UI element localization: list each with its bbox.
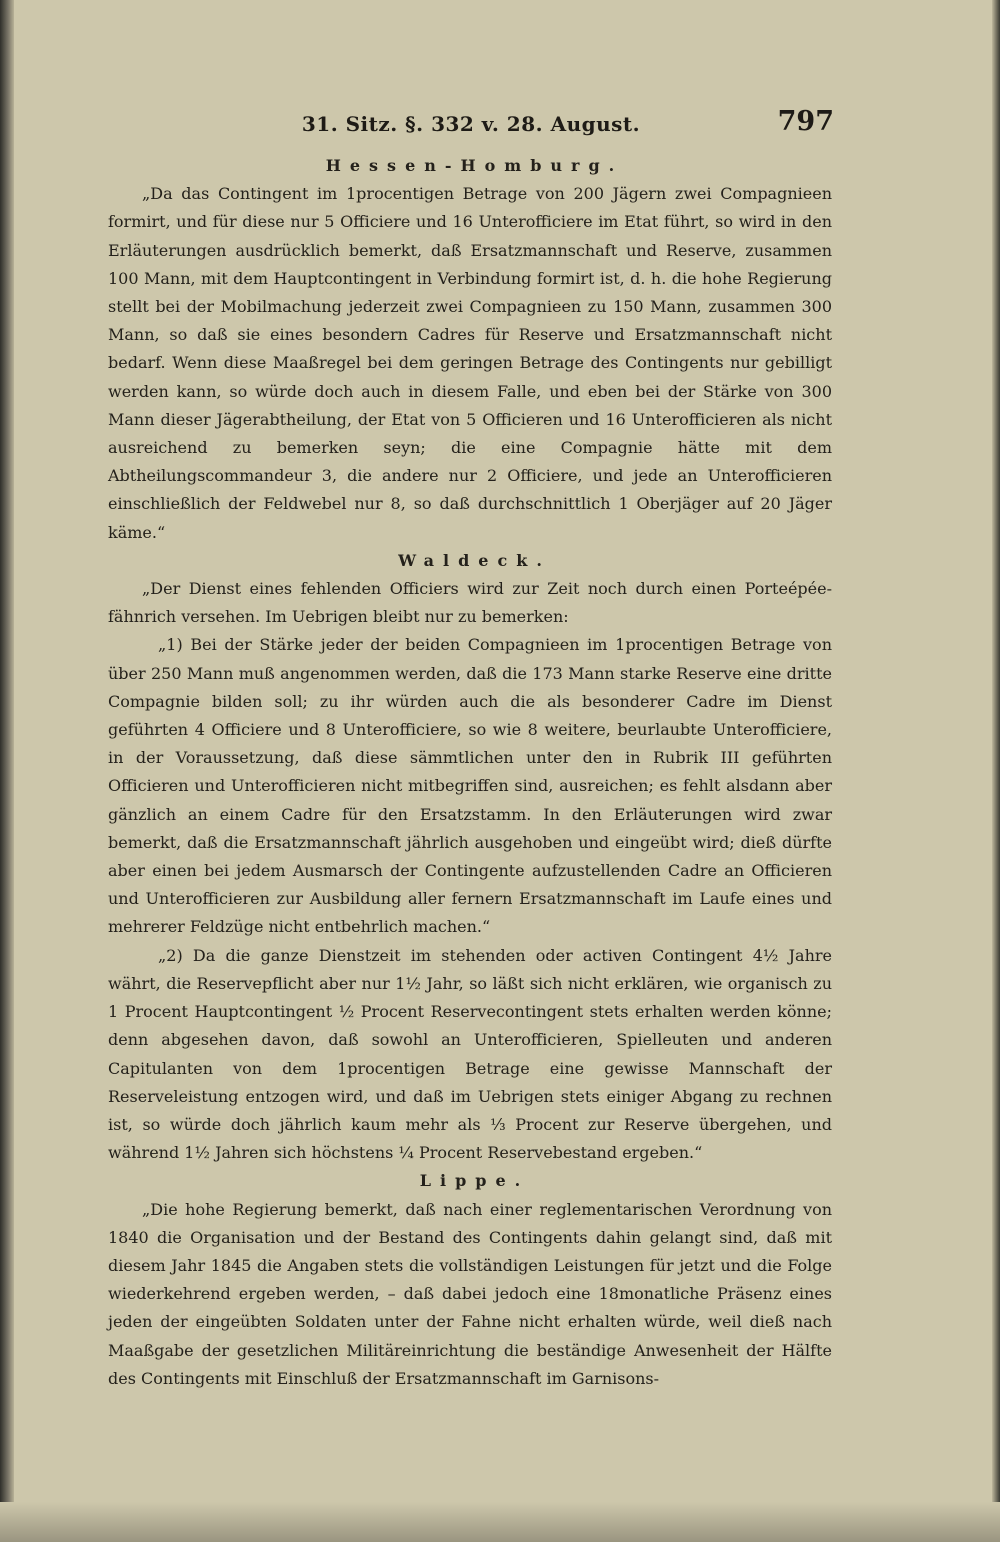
paragraph: „Da das Contingent im 1procentigen Betrage von 200 Jägern zwei Compagnieen formirt, und für diese nur 5 Officiere und 16 Unterofficiere im Etat führt, so wird in den Erläuterungen ausdrücklich bemerkt, daß Ersatzmannschaft und Reserve, zusammen 100 Mann, mit dem Hauptcontingent in Verbindung formirt ist, d. h. die hohe Regierung stellt bei der Mobilmachung jederzeit zwei Compagnieen zu 150 Mann, zusammen 300 Mann, so daß sie eines besondern Cadres für Reserve und Ersatzmannschaft nicht bedarf. Wenn diese Maaßregel bei dem geringen Betrage des Contingents nur gebilligt werden kann, so würde doch auch in diesem Falle, und eben bei der Stärke von 300 Mann dieser Jägerabtheilung, der Etat von 5 Officieren und 16 Unterofficieren als nicht ausreichend zu bemerken seyn; die eine Compagnie hätte mit dem Abtheilungscommandeur 3, die andere nur 2 Officiere, und jede an Unterofficieren einschließlich der Feldwebel nur 8, so daß durchschnittlich 1 Oberjäger auf 20 Jäger käme.“ [108,184,832,542]
page-header [108,104,834,144]
page-bottom-shade [0,1502,1000,1542]
section-waldeck [108,547,832,1167]
section-heading: Waldeck. [398,550,551,570]
paragraph: „Der Dienst eines fehlenden Officiers wird zur Zeit noch durch einen Porteépée-fähnrich versehen. Im Uebrigen bleibt nur zu bemerken: [108,579,832,627]
running-head: 31. Sitz. §. 332 v. 28. August. [301,112,641,136]
section-heading: Hessen-Homburg. [325,156,624,175]
paragraph: „Die hohe Regierung bemerkt, daß nach einer reglementarischen Verordnung von 1840 die Organisation und der Bestand des Contingents dahin gelangt sind, daß mit diesem Jahr 1845 die Angaben stets die vollständigen Leistungen für jetzt und die Folge wiederkehrend ergeben werden, – daß dabei jedoch eine 18monatliche Präsenz eines jeden der eingeübten Soldaten unter der Fahne nicht erhalten würde, weil dieß nach Maaßgabe der gesetzlichen Militäreinrichtung die beständige Anwesenheit der Hälfte des Contingents mit Einschluß der Ersatzmannschaft im Garnisons- [108,1199,832,1388]
page-body [108,152,832,1393]
section-hessen-homburg [108,152,832,547]
section-lippe [108,1167,832,1393]
page-binding-shadow [0,0,14,1542]
paragraph-item-1: „1) Bei der Stärke jeder der beiden Compagnieen im 1procentigen Betrage von über 250 Mann muß angenommen werden, daß die 173 Mann starke Reserve eine dritte Compagnie bilden soll; zu ihr würden auch die als besonderer Cadre im Dienst geführten 4 Officiere und 8 Unterofficiere, so wie 8 weitere, beurlaubte Unterofficiere, in der Voraussetzung, daß diese sämmtlichen unter den in Rubrik III geführten Officieren und Unterofficieren nicht mitbegriffen sind, ausreichen; es fehlt alsdann aber gänzlich an einem Cadre für den Ersatzstamm. In den Erläuterungen wird zwar bemerkt, daß die Ersatzmannschaft jährlich ausgehoben und eingeübt wird; dieß dürfte aber einen bei jedem Ausmarsch der Contingente aufzustellenden Cadre an Officieren und Unterofficieren zur Ausbildung aller fernern Ersatzmannschaft im Laufe eines und mehrerer Feldzüge nicht entbehrlich machen.“ [108,635,832,937]
paragraph-item-2: „2) Da die ganze Dienstzeit im stehenden oder activen Contingent 4½ Jahre währt, die Reservepflicht aber nur 1½ Jahr, so läßt sich nicht erklären, wie organisch zu 1 Procent Hauptcontingent ½ Procent Reservecontingent stets erhalten werden könne; denn abgesehen davon, daß sowohl an Unterofficieren, Spielleuten und anderen Capitulanten von dem 1procentigen Betrage eine gewisse Mannschaft der Reserveleistung entzogen wird, und daß im Uebrigen stets einiger Abgang zu rechnen ist, so würde doch jährlich kaum mehr als ⅓ Procent zur Reserve übergehen, und während 1½ Jahren sich höchstens ¼ Procent Reservebestand ergeben.“ [108,945,832,1163]
page-edge-shadow [992,0,1000,1542]
page-number: 797 [777,106,834,137]
section-heading: Lippe. [419,1171,530,1191]
